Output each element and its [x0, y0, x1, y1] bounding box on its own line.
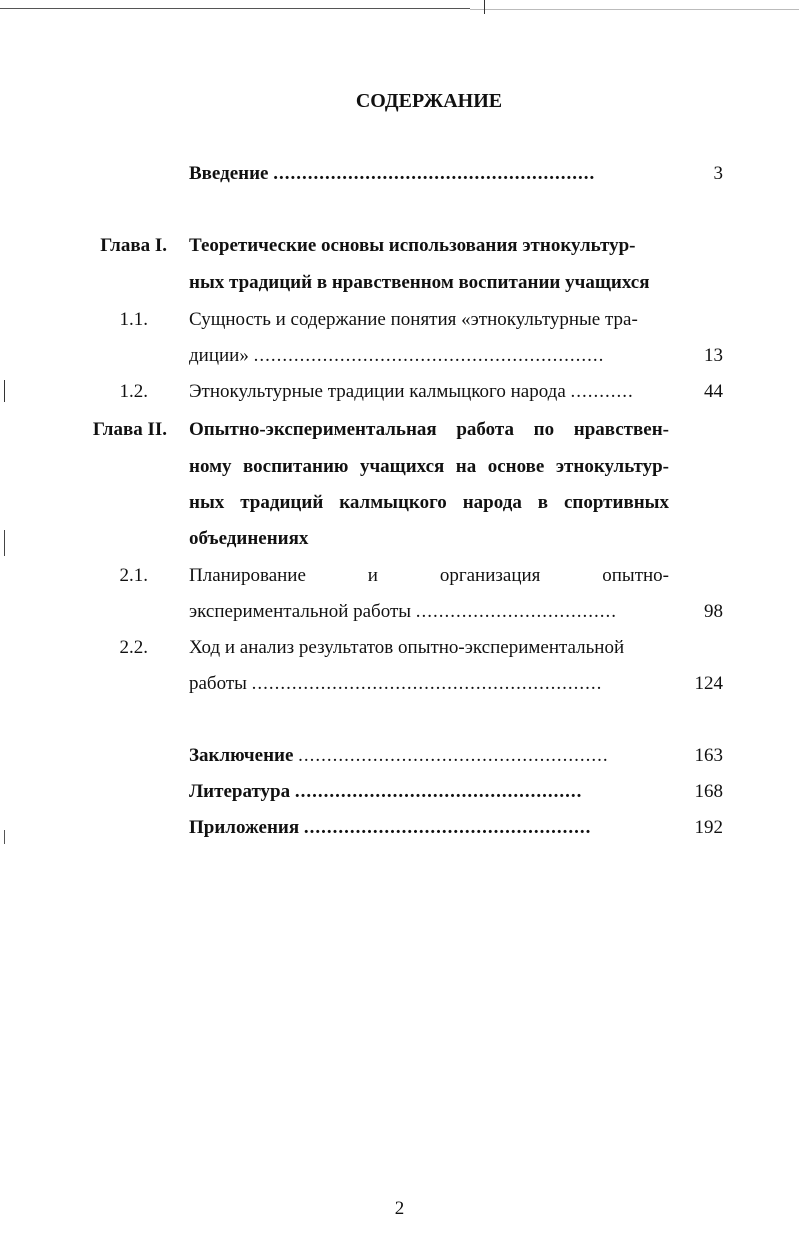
- toc-entry-intro[interactable]: [0, 156, 799, 192]
- toc-entry-text: ных традиций в нравственном воспитании учащихся: [189, 272, 650, 293]
- toc-entry-text: Литература ..................................................: [189, 781, 583, 802]
- toc-entry-text: объединениях: [189, 528, 309, 549]
- toc-chapter-2-cont: [0, 485, 799, 521]
- page-number: 2: [394, 1198, 405, 1219]
- toc-section-number: 1.2.: [119, 381, 148, 402]
- toc-entry-text: Сущность и содержание понятия «этнокультурные тра-: [189, 309, 638, 330]
- toc-entry-conclusion[interactable]: [0, 738, 799, 774]
- toc-page-number: 124: [694, 673, 723, 694]
- toc-page-number: 163: [694, 745, 723, 766]
- toc-page-number: 98: [704, 601, 723, 622]
- toc-entry-appendix[interactable]: [0, 810, 799, 846]
- toc-chapter-number: Глава II.: [92, 419, 167, 440]
- toc-page-number: 3: [713, 163, 723, 184]
- toc-entry-text: ных традиций калмыцкого народа в спортивных: [189, 492, 669, 513]
- toc-chapter-2-cont: [0, 449, 799, 485]
- toc-section-2-2-cont: [0, 666, 799, 702]
- toc-entry-text: Этнокультурные традиции калмыцкого народа ...........: [189, 381, 634, 402]
- toc-entry-text: Приложения ..................................................: [189, 817, 592, 838]
- page-title: СОДЕРЖАНИЕ: [355, 90, 503, 112]
- toc-section-number: 2.2.: [119, 637, 148, 658]
- toc-section-2-1[interactable]: [0, 558, 799, 594]
- toc-section-number: 1.1.: [119, 309, 148, 330]
- scan-artifact-line: [470, 9, 799, 10]
- toc-entry-text: Введение ........................................................: [189, 163, 596, 184]
- toc-entry-text: работы .............................................................: [189, 673, 603, 694]
- toc-entry-text: ному воспитанию учащихся на основе этнокультур-: [189, 456, 669, 477]
- toc-section-2-1-cont: [0, 594, 799, 630]
- toc-chapter-1[interactable]: [0, 228, 799, 264]
- toc-chapter-number: Глава I.: [100, 235, 167, 256]
- toc-chapter-2[interactable]: [0, 412, 799, 448]
- toc-section-number: 2.1.: [119, 565, 148, 586]
- toc-entry-text: Теоретические основы использования этнокультур-: [189, 235, 636, 256]
- toc-page-number: 168: [694, 781, 723, 802]
- toc-entry-text: экспериментальной работы ...................................: [189, 601, 618, 622]
- toc-page-number: 192: [694, 817, 723, 838]
- toc-entry-literature[interactable]: [0, 774, 799, 810]
- toc-page-number: 44: [704, 381, 723, 402]
- toc-page-number: 13: [704, 345, 723, 366]
- toc-entry-text: диции» .............................................................: [189, 345, 605, 366]
- toc-section-1-1[interactable]: [0, 302, 799, 338]
- toc-section-1-1-cont: [0, 338, 799, 374]
- toc-entry-text: Заключение ......................................................: [189, 745, 609, 766]
- scan-artifact-tick: [484, 0, 485, 14]
- toc-section-1-2[interactable]: [0, 374, 799, 410]
- toc-entry-text: Ход и анализ результатов опытно-экспериментальной: [189, 637, 625, 658]
- toc-entry-text: Планирование и организация опытно-: [189, 565, 669, 586]
- toc-section-2-2[interactable]: [0, 630, 799, 666]
- scan-artifact-line: [0, 8, 470, 9]
- toc-chapter-2-cont: [0, 521, 799, 557]
- toc-chapter-1-cont: [0, 265, 799, 301]
- toc-entry-text: Опытно-экспериментальная работа по нравствен-: [189, 419, 669, 440]
